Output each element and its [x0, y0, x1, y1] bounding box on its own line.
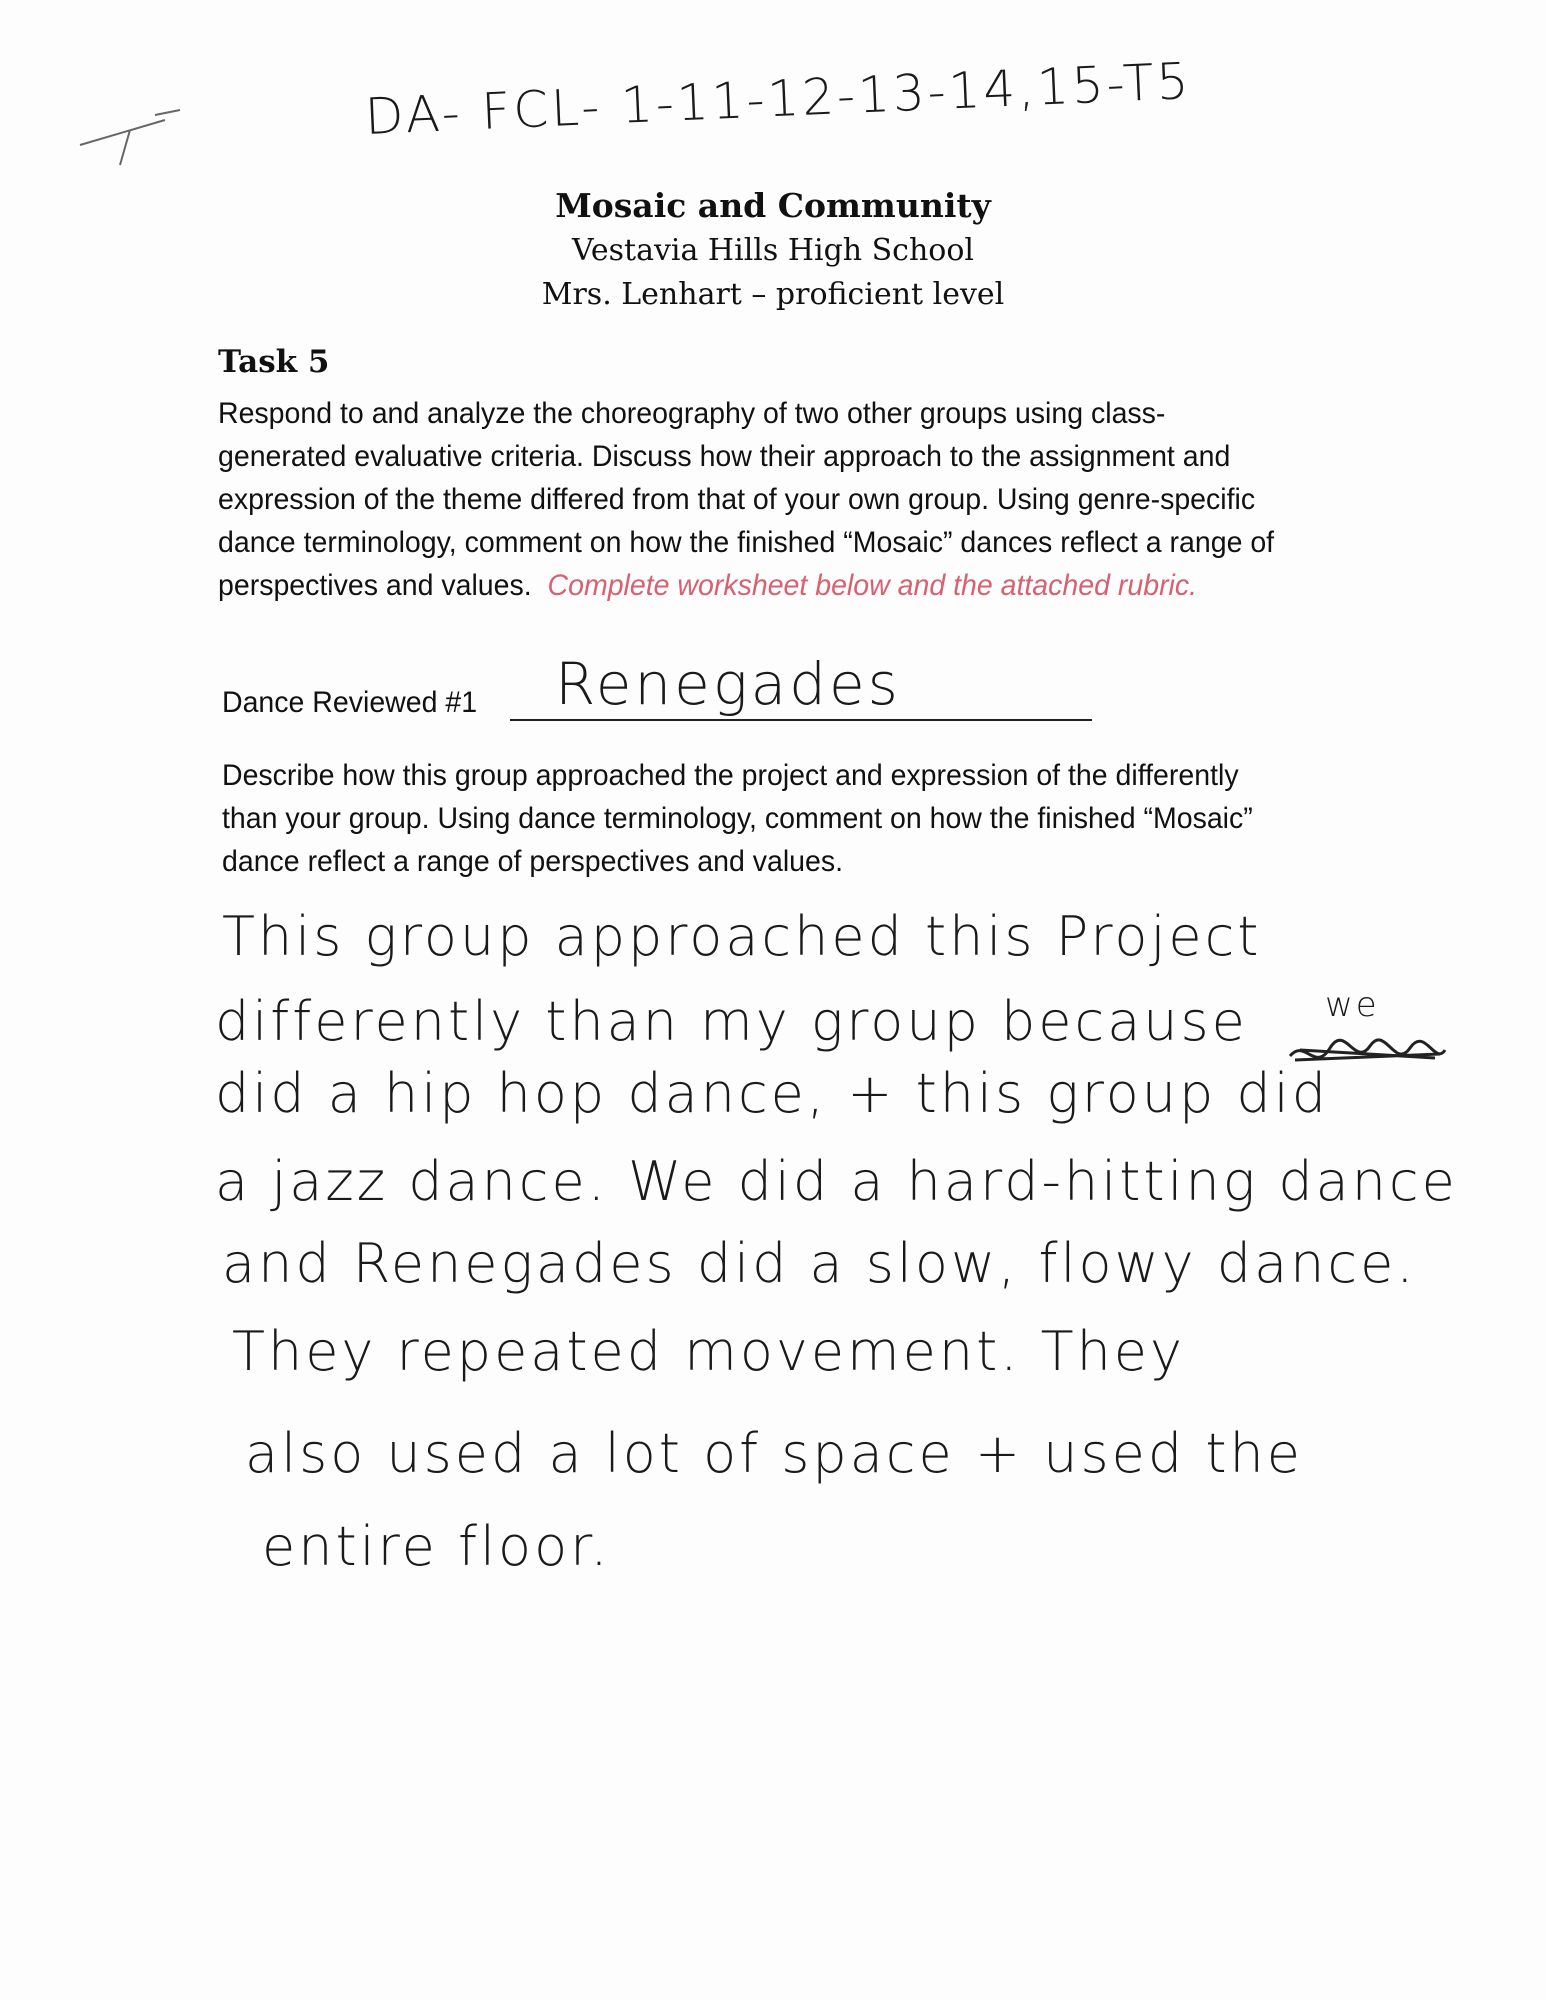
dance-name-handwritten: Renegades — [555, 650, 901, 718]
review-question: Describe how this group approached the project and expression of the differently than your group. Using dance terminology, comment on how the finished “Mosaic” dance reflect a range of perspectives and values. — [222, 759, 1253, 878]
response-line: This group approached this Project — [222, 905, 1262, 968]
response-line: also used a lot of space + used the — [245, 1422, 1303, 1485]
task-prompt — [218, 392, 1292, 607]
task-title: Task 5 — [218, 344, 330, 380]
worksheet-title: Mosaic and Community — [555, 186, 991, 225]
teacher-level: Mrs. Lenhart – proficient level — [541, 277, 1005, 312]
dance-reviewed-label: Dance Reviewed #1 — [222, 686, 478, 719]
task-instruction: Complete worksheet below and the attached rubric. — [547, 569, 1198, 602]
dance-name-underline — [510, 719, 1092, 721]
response-line: entire floor. — [262, 1515, 611, 1578]
inserted-word: we — [1325, 985, 1380, 1025]
worksheet-header — [0, 183, 1546, 317]
corner-pencil-mark — [70, 90, 190, 170]
handwritten-code: DA- FCL- 1-11-12-13-14,15-T5 — [363, 51, 1193, 146]
response-line: They repeated movement. They — [232, 1320, 1185, 1383]
school-name: Vestavia Hills High School — [571, 233, 975, 268]
response-line: differently than my group because — [215, 990, 1248, 1053]
response-line: a jazz dance. We did a hard-hitting dance — [215, 1150, 1458, 1213]
response-line: and Renegades did a slow, flowy dance. — [222, 1232, 1417, 1295]
response-line: did a hip hop dance, + this group did — [215, 1062, 1329, 1125]
task-prompt-text: Respond to and analyze the choreography of two other groups using class-generated evaluative criteria. Discuss how their approach to the assignment and expression of the theme differed from that of your own group. Using genre-specific dance terminology, comment on how the finished “Mosaic” dances reflect a range of perspectives and values. — [218, 397, 1275, 602]
